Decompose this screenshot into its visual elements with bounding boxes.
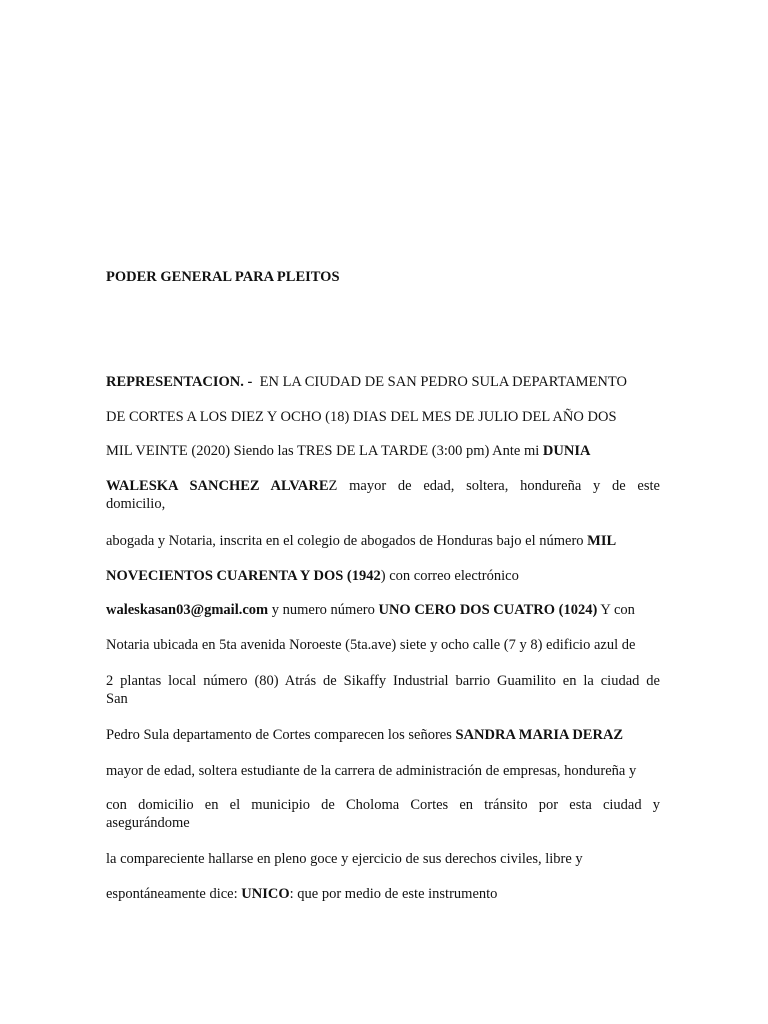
email-address: waleskasan03@gmail.com (106, 602, 269, 618)
paragraph-line-6: NOVECIENTOS CUARENTA Y DOS (1942) con correo electrónico (106, 568, 519, 584)
paragraph-line-4: WALESKA SANCHEZ ALVAREZ mayor de edad, soltera, hondureña y de este domicilio, (106, 478, 660, 512)
paragraph-line-5: abogada y Notaria, inscrita en el colegio de abogados de Honduras bajo el número MIL (106, 533, 617, 549)
paragraph-line-11: mayor de edad, soltera estudiante de la carrera de administración de empresas, hondureña y (106, 763, 637, 779)
paragraph-line-8: Notaria ubicada en 5ta avenida Noroeste (5ta.ave) siete y ocho calle (7 y 8) edificio azul de (106, 637, 636, 653)
paragraph-line-10: Pedro Sula departamento de Cortes comparecen los señores SANDRA MARIA DERAZ (106, 727, 624, 743)
paragraph-line-14: espontáneamente dice: UNICO: que por medio de este instrumento (106, 886, 498, 902)
paragraph-line-7: waleskasan03@gmail.com y numero número UNO CERO DOS CUATRO (1024) Y con (106, 602, 635, 618)
representacion-label: REPRESENTACION. - (106, 374, 253, 390)
paragraph-line-2: DE CORTES A LOS DIEZ Y OCHO (18) DIAS DEL MES DE JULIO DEL AÑO DOS (106, 409, 617, 425)
paragraph-line-13: la compareciente hallarse en pleno goce y ejercicio de sus derechos civiles, libre y (106, 851, 583, 867)
document-title: PODER GENERAL PARA PLEITOS (106, 269, 340, 285)
paragraph-line-3: MIL VEINTE (2020) Siendo las TRES DE LA TARDE (3:00 pm) Ante mi DUNIA (106, 443, 591, 459)
paragraph-line-9: 2 plantas local número (80) Atrás de Sikaffy Industrial barrio Guamilito en la ciudad de San (106, 673, 660, 707)
compareciente-name: SANDRA MARIA DERAZ (455, 727, 624, 743)
paragraph-line-12: con domicilio en el municipio de Choloma Cortes en tránsito por esta ciudad y asegurándome (106, 797, 660, 831)
paragraph-line-1: REPRESENTACION. - EN LA CIUDAD DE SAN PEDRO SULA DEPARTAMENTO (106, 374, 627, 390)
